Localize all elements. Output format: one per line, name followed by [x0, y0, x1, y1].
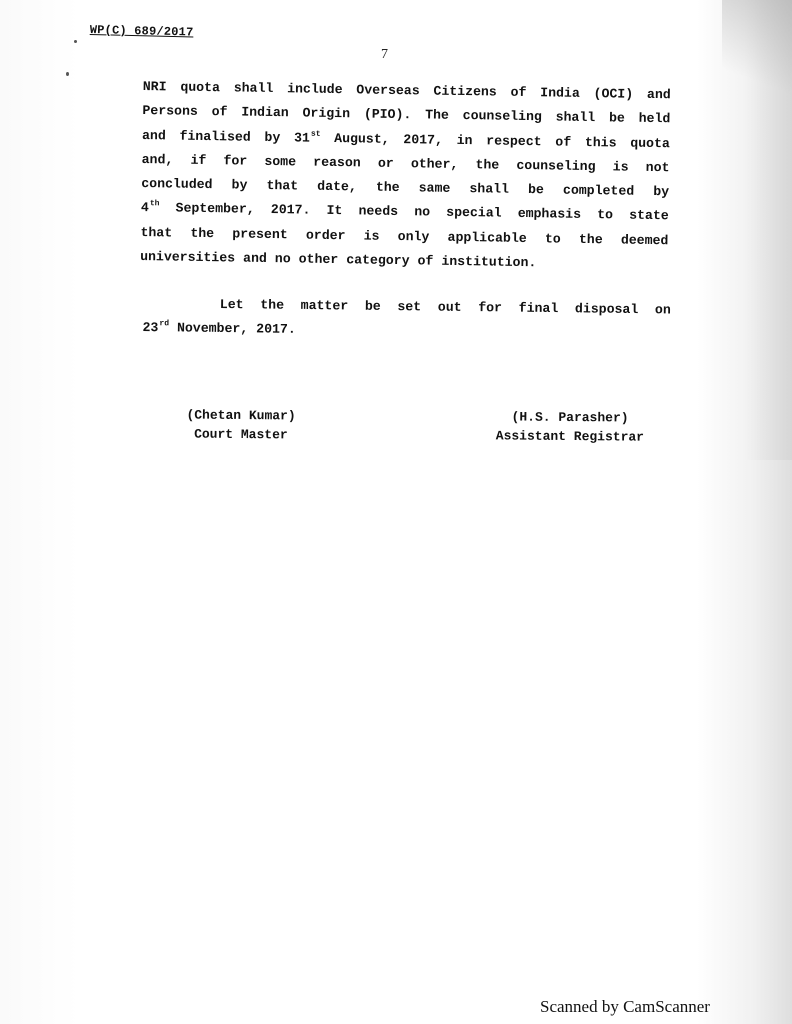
- word: held: [638, 111, 671, 127]
- scanner-watermark: Scanned by CamScanner: [540, 997, 710, 1016]
- word: the: [475, 157, 500, 173]
- word: for: [478, 300, 503, 316]
- word: It: [326, 203, 343, 219]
- word: August,: [334, 130, 390, 147]
- word: or: [377, 155, 394, 171]
- word: disposal: [574, 301, 639, 318]
- word: not: [645, 159, 670, 176]
- word: this: [584, 134, 617, 151]
- signature-block-assistant-registrar: [480, 407, 660, 447]
- word: final: [518, 300, 559, 317]
- signatory-title: Assistant Registrar: [495, 428, 645, 445]
- word: of: [417, 253, 434, 269]
- word: the: [190, 225, 215, 241]
- word: by: [264, 129, 281, 145]
- word: be: [608, 110, 625, 126]
- word: be: [527, 182, 545, 198]
- word: 2017.: [256, 321, 296, 338]
- word: counseling: [462, 108, 542, 125]
- word: some: [264, 153, 297, 170]
- word: Citizens: [433, 83, 497, 100]
- word: for: [223, 153, 248, 169]
- word: counseling: [516, 157, 596, 175]
- word: shall: [469, 181, 510, 197]
- word: completed: [562, 182, 635, 199]
- word: needs: [358, 203, 399, 220]
- word: that: [140, 224, 173, 241]
- page-corner-shadow: [722, 0, 792, 110]
- word: September,: [175, 201, 255, 218]
- word: order: [305, 227, 346, 243]
- word: only: [397, 228, 430, 245]
- word: is: [612, 159, 629, 175]
- word: the: [578, 231, 603, 248]
- word: deemed: [620, 232, 669, 249]
- word: include: [287, 81, 343, 98]
- word: emphasis: [517, 206, 582, 223]
- word: that: [266, 178, 299, 194]
- word: Overseas: [356, 82, 420, 99]
- word: the: [375, 179, 400, 196]
- word: and: [242, 250, 267, 267]
- word: be: [364, 298, 381, 314]
- word: of: [510, 84, 527, 101]
- word: out: [437, 299, 462, 315]
- word: 2017,: [403, 131, 444, 148]
- ordinal-suffix: st: [310, 129, 321, 139]
- word: of: [211, 104, 228, 120]
- listing-paragraph: [142, 292, 671, 347]
- order-paragraph: [140, 75, 671, 278]
- word: same: [418, 180, 451, 197]
- word: quota: [180, 79, 221, 96]
- word: The: [425, 107, 450, 124]
- word: present: [232, 226, 288, 243]
- word: concluded: [141, 176, 213, 193]
- signatory-name: (H.S. Parasher): [511, 409, 629, 426]
- signatory-title: Court Master: [194, 426, 288, 443]
- word: Persons: [142, 103, 198, 120]
- word: applicable: [447, 229, 527, 246]
- word: no: [274, 251, 291, 267]
- word: to: [597, 207, 614, 223]
- word: if: [190, 152, 207, 168]
- word: other,: [410, 156, 459, 172]
- word: the: [260, 297, 285, 313]
- word: special: [446, 205, 502, 222]
- word: no: [414, 204, 431, 221]
- word: (PIO).: [363, 106, 412, 123]
- signature-block-court-master: [170, 405, 312, 444]
- word: Let: [219, 296, 244, 313]
- speck-mark: [74, 40, 77, 43]
- page-number: 7: [381, 47, 388, 62]
- ordinal-word: 31st: [293, 129, 321, 146]
- word: and,: [141, 151, 174, 168]
- word: of: [555, 134, 572, 150]
- word: date,: [317, 178, 357, 195]
- word: on: [654, 302, 671, 318]
- word: finalised: [179, 128, 251, 145]
- word: and: [141, 127, 166, 143]
- word: institution.: [441, 253, 537, 271]
- word: NRI: [142, 78, 167, 95]
- word: Origin: [302, 105, 351, 122]
- ordinal-suffix: rd: [159, 319, 170, 329]
- word: India: [540, 85, 580, 101]
- word: shall: [555, 109, 596, 126]
- ordinal-word: 4th: [140, 199, 160, 216]
- word: set: [397, 299, 422, 315]
- word: shall: [233, 80, 274, 97]
- word: respect: [486, 132, 542, 149]
- word: in: [456, 132, 473, 148]
- word: and: [646, 86, 671, 103]
- speck-mark: [66, 72, 69, 76]
- word: to: [544, 231, 561, 247]
- word: matter: [300, 297, 349, 314]
- word: other: [298, 251, 339, 268]
- signatory-name: (Chetan Kumar): [186, 407, 296, 424]
- word: November,: [176, 320, 249, 337]
- word: state: [629, 208, 669, 224]
- ordinal-suffix: th: [149, 199, 160, 209]
- word: quota: [630, 135, 670, 151]
- word: (OCI): [593, 86, 634, 102]
- case-number: WP(C) 689/2017: [89, 23, 194, 40]
- word: universities: [140, 249, 236, 266]
- word: Indian: [241, 104, 289, 121]
- word: 2017.: [270, 202, 311, 219]
- word: category: [346, 252, 410, 269]
- word: reason: [313, 154, 361, 171]
- word: by: [231, 177, 248, 193]
- word: is: [363, 228, 380, 244]
- ordinal-word: 23rd: [142, 319, 170, 336]
- word: by: [653, 184, 670, 200]
